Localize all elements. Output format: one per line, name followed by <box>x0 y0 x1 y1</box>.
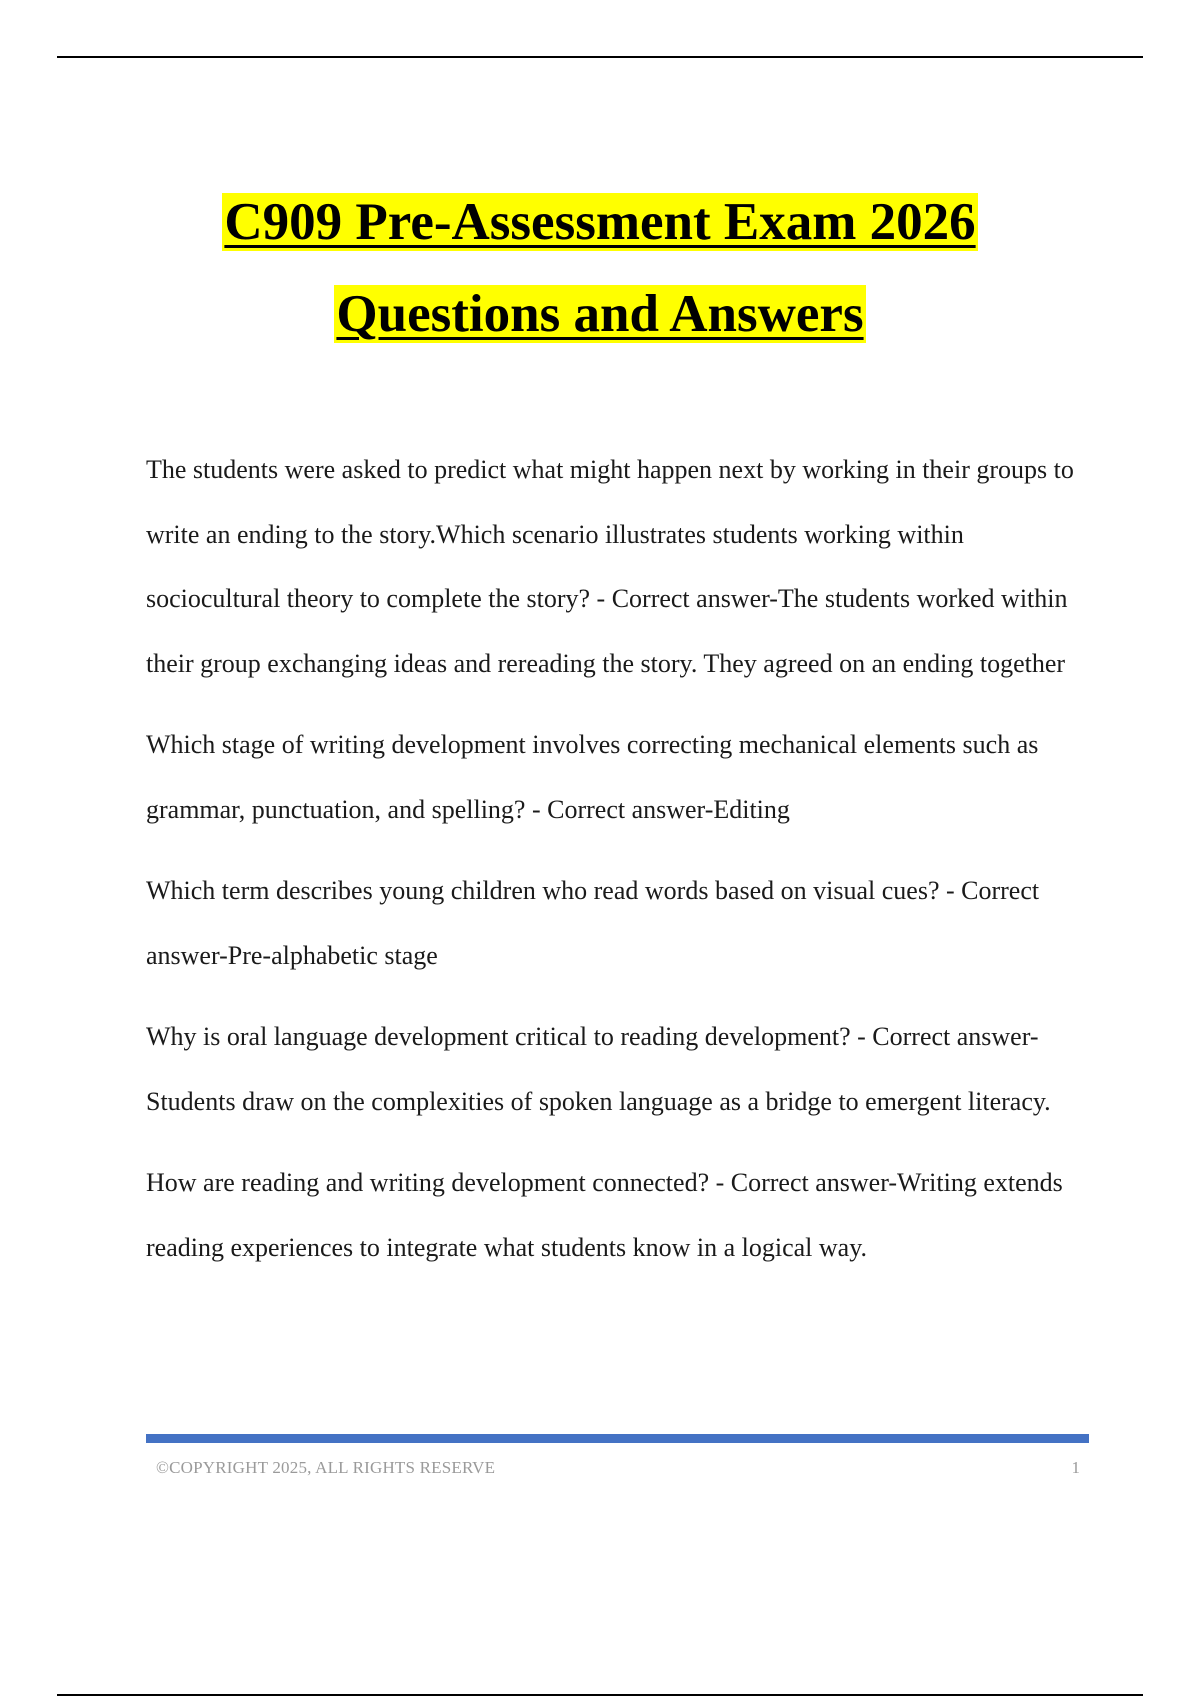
qa-item-3: Which term describes young children who read words based on visual cues? - Correct answer-Pre-alphabetic stage <box>146 876 1040 970</box>
title-line-2 <box>0 268 1200 360</box>
title-line-2-text: Questions and Answers <box>336 285 864 343</box>
footer-page-number: 1 <box>1071 1458 1080 1477</box>
title-line-1 <box>0 176 1200 268</box>
bottom-rule <box>57 1694 1143 1696</box>
title-line-1-text: C909 Pre-Assessment Exam 2026 <box>224 193 976 251</box>
qa-item-4: Why is oral language development critical to reading development? - Correct answer-Students draw on the complexities of spoken language as a bridge to emergent literacy. <box>146 1022 1051 1116</box>
footer-copyright: ©COPYRIGHT 2025, ALL RIGHTS RESERVE <box>156 1458 496 1477</box>
qa-list <box>146 438 1096 1297</box>
qa-item-5: How are reading and writing development connected? - Correct answer-Writing extends reading experiences to integrate what students know in a logical way. <box>146 1168 1063 1262</box>
qa-item-1: The students were asked to predict what might happen next by working in their groups to write an ending to the story.Which scenario illustrates students working within sociocultural theory to complete the story? - Correct answer-The students worked within their group exchanging ideas and rereading the story. They agreed on an ending together <box>146 455 1074 678</box>
qa-item-2: Which stage of writing development involves correcting mechanical elements such as grammar, punctuation, and spelling? - Correct answer-Editing <box>146 730 1039 824</box>
top-rule <box>57 56 1143 58</box>
footer-bar <box>146 1434 1089 1443</box>
document-title <box>0 176 1200 360</box>
